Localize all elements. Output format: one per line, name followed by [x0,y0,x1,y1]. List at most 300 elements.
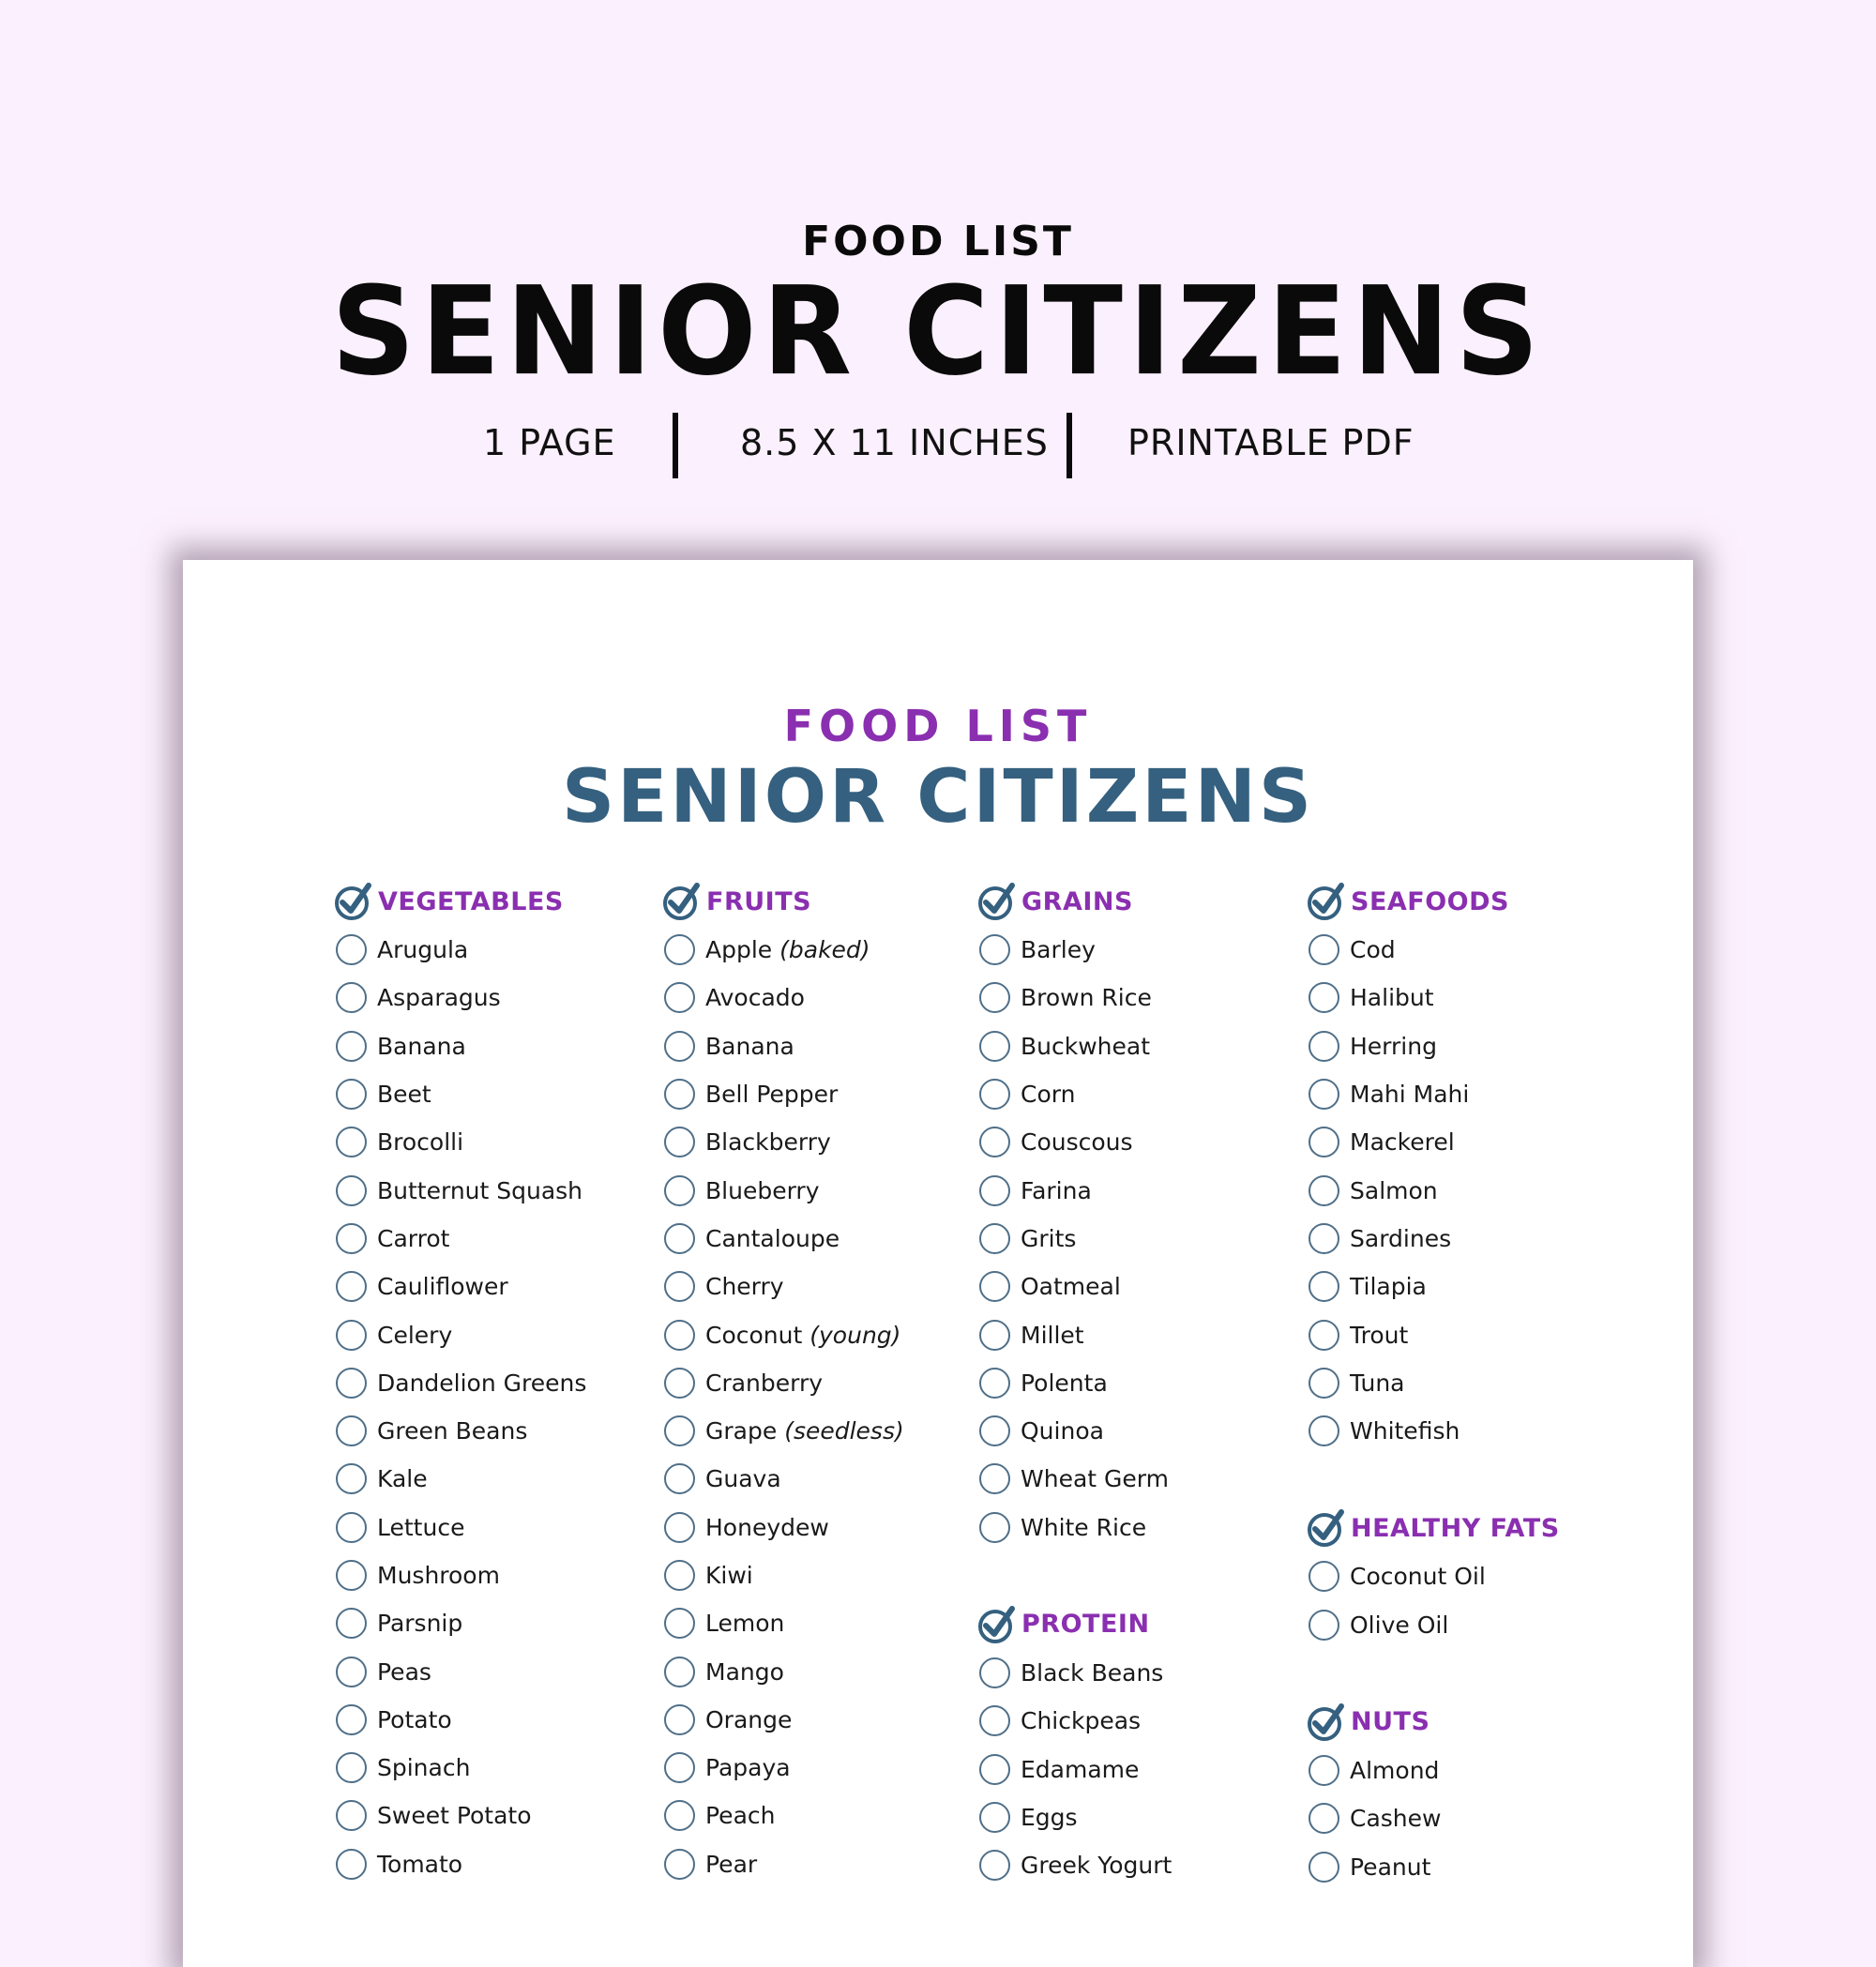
food-item[interactable] [1306,1794,1560,1842]
empty-checkbox-icon[interactable] [979,1031,1010,1062]
food-item[interactable] [976,1745,1172,1793]
food-item[interactable] [1306,1215,1560,1263]
food-name: Almond [1350,1757,1440,1784]
empty-checkbox-icon[interactable] [336,1415,367,1446]
food-item-label [377,1177,582,1204]
food-name: Brocolli [377,1128,464,1157]
empty-checkbox-icon[interactable] [664,1415,695,1446]
section-header [1306,1698,1560,1747]
empty-checkbox-icon[interactable] [979,1754,1010,1785]
section-spacer [976,1551,1172,1600]
food-item[interactable] [1306,1022,1560,1070]
empty-checkbox-icon[interactable] [1309,1415,1339,1446]
food-name: Carrot [377,1224,450,1252]
food-name: Blackberry [705,1128,831,1157]
food-item[interactable] [1306,926,1560,974]
food-item[interactable] [661,1504,904,1551]
food-item[interactable] [333,1407,586,1455]
food-item-label [1350,1225,1451,1252]
food-item-label [377,1465,428,1492]
food-item[interactable] [333,1359,586,1407]
food-name: Parsnip [377,1610,463,1638]
food-item[interactable] [661,1070,904,1118]
empty-checkbox-icon[interactable] [1309,1852,1339,1883]
empty-checkbox-icon[interactable] [336,1271,367,1302]
food-item-label [705,1706,792,1733]
food-item[interactable] [661,1599,904,1647]
food-item[interactable] [1306,1070,1560,1118]
food-name: Cod [1350,936,1396,964]
food-name: Corn [1021,1081,1076,1109]
empty-checkbox-icon[interactable] [336,1752,367,1783]
header-title: SENIOR CITIZENS [331,261,1545,403]
empty-checkbox-icon[interactable] [336,1849,367,1880]
food-item[interactable] [1306,974,1560,1021]
food-item[interactable] [1306,1747,1560,1794]
food-name: Tilapia [1350,1273,1427,1301]
food-item-label [1021,1177,1092,1204]
food-name: Asparagus [377,984,501,1012]
food-item-label [705,1273,784,1300]
section-title: HEALTHY FATS [1351,1513,1560,1543]
empty-checkbox-icon[interactable] [336,1127,367,1158]
section-header [976,1600,1172,1649]
food-item[interactable] [661,1166,904,1214]
food-item[interactable] [661,1792,904,1839]
food-item-label [377,1369,586,1397]
empty-checkbox-icon[interactable] [336,1463,367,1494]
food-name: Greek Yogurt [1021,1852,1172,1880]
food-item[interactable] [976,926,1172,974]
food-item-label [1021,1659,1163,1687]
empty-checkbox-icon[interactable] [664,1752,695,1783]
food-note: (young) [809,1321,901,1349]
food-section-seafoods [1306,877,1560,1455]
empty-checkbox-icon[interactable] [1309,1079,1339,1110]
food-item-label [705,1322,900,1349]
food-column [1306,877,1560,1891]
section-spacer [1306,1649,1560,1698]
food-item-label [377,1128,463,1156]
food-name: Pear [705,1850,758,1878]
food-item-label [1350,1563,1486,1590]
food-item-label [1021,1081,1075,1108]
food-item[interactable] [661,1118,904,1166]
spec-pages: 1 PAGE [483,422,616,463]
food-item-label [1021,1128,1133,1156]
food-name: Eggs [1021,1803,1078,1831]
empty-checkbox-icon[interactable] [979,1175,1010,1206]
food-name: Whitefish [1350,1417,1460,1445]
empty-checkbox-icon[interactable] [664,1175,695,1206]
empty-checkbox-icon[interactable] [979,1079,1010,1110]
empty-checkbox-icon[interactable] [336,1368,367,1399]
empty-checkbox-icon[interactable] [336,1657,367,1687]
empty-checkbox-icon[interactable] [336,982,367,1013]
food-item-label [705,1465,781,1492]
empty-checkbox-icon[interactable] [664,1608,695,1639]
food-item[interactable] [1306,1166,1560,1214]
food-name: Guava [705,1465,781,1493]
food-section-nuts [1306,1698,1560,1891]
empty-checkbox-icon[interactable] [1309,1755,1339,1786]
food-name: Brown Rice [1021,984,1152,1012]
section-title: SEAFOODS [1351,886,1509,916]
section-header [333,877,586,926]
food-name: Dandelion Greens [377,1369,587,1397]
food-item-label [705,1851,757,1878]
food-name: Banana [377,1032,466,1060]
empty-checkbox-icon[interactable] [1309,1803,1339,1834]
empty-checkbox-icon[interactable] [1309,1127,1339,1158]
food-name: Lettuce [377,1513,465,1541]
empty-checkbox-icon[interactable] [336,1800,367,1831]
food-item[interactable] [661,1359,904,1407]
food-item-label [1021,1465,1169,1492]
empty-checkbox-icon[interactable] [664,1031,695,1062]
food-name: Chickpeas [1021,1707,1142,1735]
empty-checkbox-icon[interactable] [1309,1271,1339,1302]
food-item-label [1021,1804,1078,1831]
food-item-label [1350,936,1396,963]
food-item[interactable] [333,1840,586,1888]
food-item[interactable] [333,1263,586,1310]
section-title: GRAINS [1021,886,1133,916]
food-note: (seedless) [784,1417,904,1445]
empty-checkbox-icon[interactable] [336,1560,367,1591]
food-name: Orange [705,1705,793,1733]
empty-checkbox-icon[interactable] [1309,982,1339,1013]
empty-checkbox-icon[interactable] [664,1271,695,1302]
empty-checkbox-icon[interactable] [336,1031,367,1062]
food-item[interactable] [976,1215,1172,1263]
food-item[interactable] [976,1455,1172,1503]
food-item-label [1021,1225,1076,1252]
food-name: Mango [705,1657,784,1686]
food-name: Couscous [1021,1128,1133,1157]
food-item-label [1350,1854,1430,1881]
food-name: Trout [1350,1321,1409,1349]
food-item[interactable] [661,1310,904,1358]
food-name: Papaya [705,1754,791,1782]
food-name: Cauliflower [377,1273,508,1301]
food-item[interactable] [976,1310,1172,1358]
food-item[interactable] [333,1504,586,1551]
food-item[interactable] [333,1551,586,1599]
empty-checkbox-icon[interactable] [1309,1223,1339,1254]
empty-checkbox-icon[interactable] [979,1802,1010,1833]
food-item[interactable] [976,1793,1172,1841]
printable-sheet-preview [183,560,1693,1967]
empty-checkbox-icon[interactable] [1309,1175,1339,1206]
section-title: FRUITS [706,886,812,916]
food-name: Tuna [1350,1369,1405,1397]
food-name: Barley [1021,936,1096,964]
food-item[interactable] [333,1744,586,1792]
empty-checkbox-icon[interactable] [1309,1368,1339,1399]
empty-checkbox-icon[interactable] [979,1415,1010,1446]
food-name: Salmon [1350,1176,1438,1204]
food-name: Cantaloupe [705,1224,840,1252]
food-name: Butternut Squash [377,1176,583,1204]
food-item-label [705,936,870,963]
food-note: (baked) [779,936,870,964]
food-name: Sardines [1350,1224,1452,1252]
empty-checkbox-icon[interactable] [979,1127,1010,1158]
empty-checkbox-icon[interactable] [336,1320,367,1351]
checked-circle-icon [1306,1702,1347,1743]
food-name: Arugula [377,936,469,964]
food-name: Farina [1021,1176,1092,1204]
empty-checkbox-icon[interactable] [979,1657,1010,1688]
empty-checkbox-icon[interactable] [979,1705,1010,1736]
food-item-label [377,1706,452,1733]
empty-checkbox-icon[interactable] [336,1175,367,1206]
food-item[interactable] [1306,1601,1560,1649]
food-item-label [1021,1707,1141,1734]
food-name: White Rice [1021,1513,1147,1541]
empty-checkbox-icon[interactable] [1309,1561,1339,1592]
food-item[interactable] [661,1551,904,1599]
food-item-label [705,1369,823,1397]
food-name: Potato [377,1705,452,1733]
empty-checkbox-icon[interactable] [336,1608,367,1639]
food-item-label [1021,1322,1084,1349]
food-item[interactable] [661,1215,904,1263]
empty-checkbox-icon[interactable] [664,1223,695,1254]
food-item[interactable] [661,1455,904,1503]
food-item-label [1021,1417,1104,1445]
food-item[interactable] [976,1697,1172,1745]
food-item[interactable] [976,1504,1172,1551]
food-item-label [1350,1611,1448,1639]
checked-circle-icon [976,881,1018,922]
empty-checkbox-icon[interactable] [979,1850,1010,1881]
food-item[interactable] [976,1263,1172,1310]
empty-checkbox-icon[interactable] [664,1368,695,1399]
food-item[interactable] [976,1649,1172,1697]
food-item[interactable] [976,1118,1172,1166]
food-item[interactable] [333,1455,586,1503]
food-item[interactable] [661,1407,904,1455]
empty-checkbox-icon[interactable] [1309,1320,1339,1351]
food-name: Cherry [705,1273,784,1301]
empty-checkbox-icon[interactable] [664,1463,695,1494]
food-section-grains [976,877,1172,1551]
food-name: Apple [705,936,773,964]
empty-checkbox-icon[interactable] [664,1127,695,1158]
header-eyebrow: FOOD LIST [802,218,1074,265]
empty-checkbox-icon[interactable] [664,1079,695,1110]
empty-checkbox-icon[interactable] [336,1223,367,1254]
empty-checkbox-icon[interactable] [336,1704,367,1735]
sheet-eyebrow: FOOD LIST [783,701,1093,751]
food-name: Green Beans [377,1417,528,1445]
food-item-label [1021,1273,1121,1300]
food-item[interactable] [976,1070,1172,1118]
food-item[interactable] [1306,1842,1560,1890]
food-item[interactable] [976,1407,1172,1455]
food-name: Lemon [705,1610,785,1638]
food-item-label [705,1562,753,1589]
food-item[interactable] [976,974,1172,1021]
food-item-label [377,936,468,963]
food-column [976,877,1172,1889]
spec-divider [673,413,678,478]
food-name: Mackerel [1350,1128,1455,1157]
empty-checkbox-icon[interactable] [336,1512,367,1543]
empty-checkbox-icon[interactable] [664,1560,695,1591]
food-item[interactable] [333,1647,586,1695]
empty-checkbox-icon[interactable] [979,982,1010,1013]
section-title: VEGETABLES [378,886,564,916]
empty-checkbox-icon[interactable] [664,982,695,1013]
food-name: Blueberry [705,1176,820,1204]
empty-checkbox-icon[interactable] [664,934,695,965]
food-item[interactable] [333,926,586,974]
food-item[interactable] [1306,1552,1560,1600]
food-name: Edamame [1021,1755,1140,1783]
food-item[interactable] [976,1022,1172,1070]
food-item[interactable] [333,1022,586,1070]
food-item[interactable] [333,974,586,1021]
food-item[interactable] [661,1744,904,1792]
food-name: Cashew [1350,1805,1442,1833]
food-name: Celery [377,1321,453,1349]
section-header [1306,1504,1560,1552]
food-name: Kale [377,1465,428,1493]
empty-checkbox-icon[interactable] [1309,934,1339,965]
section-header [976,877,1172,926]
food-name: Halibut [1350,984,1434,1012]
food-item[interactable] [976,1166,1172,1214]
empty-checkbox-icon[interactable] [1309,1610,1339,1641]
food-item-label [1021,1369,1108,1397]
food-item-label [377,1658,431,1686]
food-item-label [705,1802,775,1829]
food-item[interactable] [661,1263,904,1310]
empty-checkbox-icon[interactable] [336,934,367,965]
food-item-label [705,1081,838,1108]
food-item[interactable] [976,1841,1172,1889]
empty-checkbox-icon[interactable] [664,1704,695,1735]
empty-checkbox-icon[interactable] [979,1223,1010,1254]
food-item-label [377,1754,470,1781]
food-item[interactable] [333,1166,586,1214]
section-spacer [1306,1455,1560,1504]
empty-checkbox-icon[interactable] [979,934,1010,965]
food-item-label [1021,984,1152,1011]
food-item[interactable] [333,1070,586,1118]
section-title: PROTEIN [1021,1610,1150,1640]
spec-bar [0,413,1876,478]
food-name: Millet [1021,1321,1084,1349]
food-section-protein [976,1600,1172,1889]
food-item[interactable] [333,1215,586,1263]
food-item-label [377,984,501,1011]
food-item-label [705,1417,904,1445]
empty-checkbox-icon[interactable] [979,1512,1010,1543]
empty-checkbox-icon[interactable] [664,1320,695,1351]
food-item[interactable] [1306,1359,1560,1407]
checked-circle-icon [1306,1507,1347,1549]
food-item-label [377,1322,452,1349]
checked-circle-icon [976,1604,1018,1645]
food-name: Coconut Oil [1350,1563,1486,1591]
section-header [661,877,904,926]
food-section-vegetables [333,877,586,1888]
empty-checkbox-icon[interactable] [979,1320,1010,1351]
empty-checkbox-icon[interactable] [979,1271,1010,1302]
food-item[interactable] [661,926,904,974]
food-item[interactable] [661,1022,904,1070]
food-item-label [1350,1273,1427,1300]
food-name: Beet [377,1081,431,1109]
food-name: Spinach [377,1754,471,1782]
spec-size: 8.5 X 11 INCHES [740,422,1049,463]
empty-checkbox-icon[interactable] [336,1079,367,1110]
food-name: Peach [705,1802,776,1830]
empty-checkbox-icon[interactable] [979,1463,1010,1494]
food-name: Coconut [705,1321,803,1349]
food-item-label [377,1225,449,1252]
food-item[interactable] [1306,1263,1560,1310]
food-item-label [705,1754,791,1781]
food-section-fruits [661,877,904,1888]
empty-checkbox-icon[interactable] [664,1800,695,1831]
food-item-label [377,1081,431,1108]
checked-circle-icon [1306,881,1347,922]
food-name: Herring [1350,1032,1437,1060]
food-item-label [705,1610,784,1637]
food-item-label [1350,1322,1408,1349]
food-item[interactable] [1306,1118,1560,1166]
food-name: Mushroom [377,1562,500,1589]
food-item[interactable] [333,1118,586,1166]
food-item[interactable] [333,1599,586,1647]
food-item[interactable] [661,1696,904,1744]
food-item[interactable] [333,1310,586,1358]
empty-checkbox-icon[interactable] [664,1849,695,1880]
food-name: Buckwheat [1021,1032,1151,1060]
empty-checkbox-icon[interactable] [664,1512,695,1543]
food-item-label [1350,1417,1460,1445]
food-item-label [377,1610,462,1637]
food-name: Tomato [377,1850,463,1878]
food-item[interactable] [1306,1310,1560,1358]
spec-format: PRINTABLE PDF [1127,422,1415,463]
food-item[interactable] [661,1840,904,1888]
food-item-label [1021,1514,1146,1541]
food-item-label [1350,1805,1441,1832]
food-item[interactable] [333,1792,586,1839]
food-name: Avocado [705,984,805,1012]
empty-checkbox-icon[interactable] [979,1368,1010,1399]
food-item[interactable] [661,974,904,1021]
food-item[interactable] [1306,1407,1560,1455]
food-item[interactable] [976,1359,1172,1407]
food-item-label [377,1273,508,1300]
empty-checkbox-icon[interactable] [664,1657,695,1687]
food-item[interactable] [333,1696,586,1744]
food-item-label [1350,984,1434,1011]
empty-checkbox-icon[interactable] [1309,1031,1339,1062]
checked-circle-icon [661,881,703,922]
food-name: Peas [377,1657,431,1686]
food-item[interactable] [661,1647,904,1695]
food-item-label [705,1177,819,1204]
food-name: Kiwi [705,1562,753,1589]
